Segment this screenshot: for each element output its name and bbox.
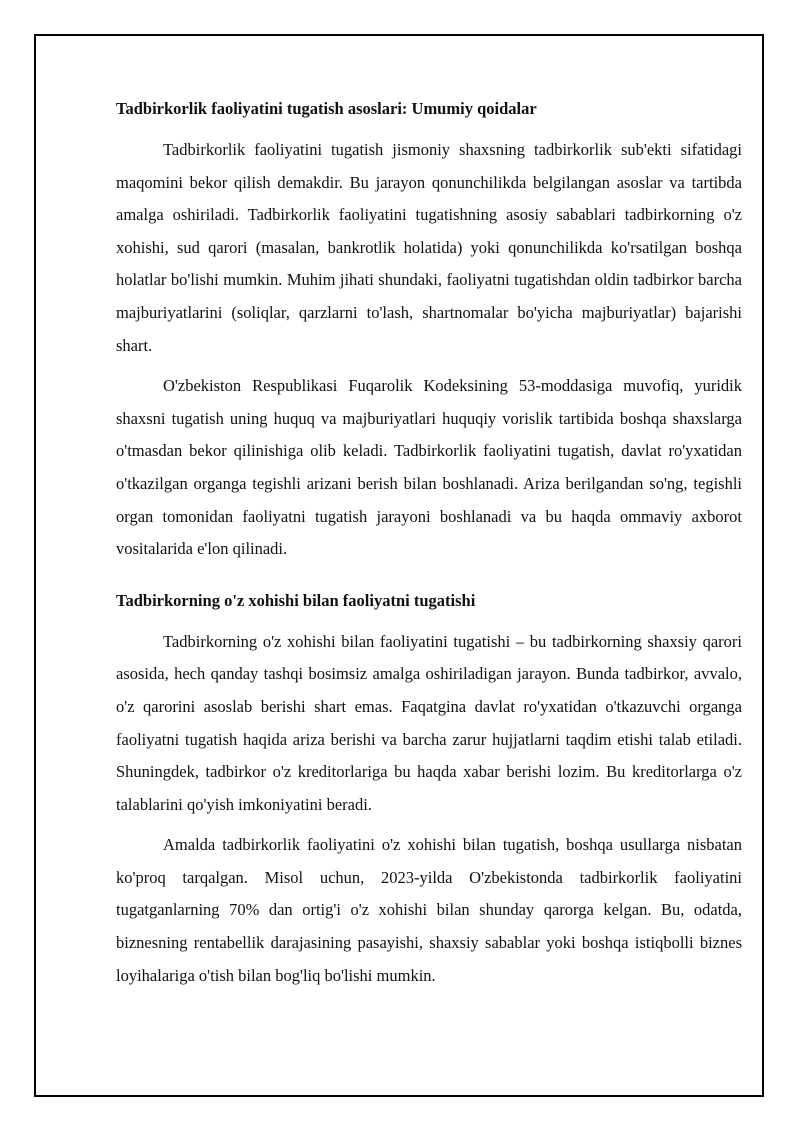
paragraph: Tadbirkorlik faoliyatini tugatish jismoniy shaxsning tadbirkorlik sub'ekti sifatidagi maqomini bekor qilish demakdir. Bu jarayon qonunchilikda belgilangan asoslar va tartibda amalga oshiriladi. Tadbirkorlik faoliyatini tugatishning asosiy sabablari tadbirkorning o'z xohishi, sud qarori (masalan, bankrotlik holatida) yoki qonunchilikda ko'rsatilgan boshqa holatlar bo'lishi mumkin. Muhim jihati shundaki, faoliyatni tugatishdan oldin tadbirkor barcha majburiyatlarini (soliqlar, qarzlarni to'lash, shartnomalar bo'yicha majburiyatlar) bajarishi shart. <box>116 140 742 355</box>
section-heading-voluntary-termination: Tadbirkorning o'z xohishi bilan faoliyatni tugatishi <box>116 590 476 610</box>
paragraph: O'zbekiston Respublikasi Fuqarolik Kodeksining 53-moddasiga muvofiq, yuridik shaxsni tugatish uning huquq va majburiyatlari huquqiy vorislik tartibida boshqa shaxslarga o'tmasdan bekor qilinishiga olib keladi. Tadbirkorlik faoliyatini tugatish, davlat ro'yxatidan o'tkazilgan organga tegishli arizani berish bilan boshlanadi. Ariza berilgandan so'ng, tegishli organ tomonidan faoliyatni tugatish jarayoni boshlanadi va bu haqda ommaviy axborot vositalarida e'lon qilinadi. <box>116 376 742 559</box>
paragraph: Amalda tadbirkorlik faoliyatini o'z xohishi bilan tugatish, boshqa usullarga nisbatan ko'proq tarqalgan. Misol uchun, 2023-yilda O'zbekistonda tadbirkorlik faoliyatini tugatganlarning 70% dan ortig'i o'z xohishi bilan shunday qarorga kelgan. Bu, odatda, biznesning rentabellik darajasining pasayishi, shaxsiy sabablar yoki boshqa istiqbolli biznes loyihalariga o'tish bilan bog'liq bo'lishi mumkin. <box>116 835 742 985</box>
document-body <box>116 98 742 1000</box>
section-heading-termination-basics: Tadbirkorlik faoliyatini tugatish asoslari: Umumiy qoidalar <box>116 99 537 118</box>
paragraph: Tadbirkorning o'z xohishi bilan faoliyatini tugatishi – bu tadbirkorning shaxsiy qarori asosida, hech qanday tashqi bosimsiz amalga oshiriladigan jarayon. Bunda tadbirkor, avvalo, o'z qarorini asoslab berishi shart emas. Faqatgina davlat ro'yxatidan o'tkazuvchi organga faoliyatni tugatish haqida ariza berishi va barcha zarur hujjatlarni taqdim etishi talab etiladi. Shuningdek, tadbirkor o'z kreditorlariga bu haqda xabar berishi lozim. Bu kreditorlarga o'z talablarini qo'yish imkoniyatini beradi. <box>116 631 742 814</box>
